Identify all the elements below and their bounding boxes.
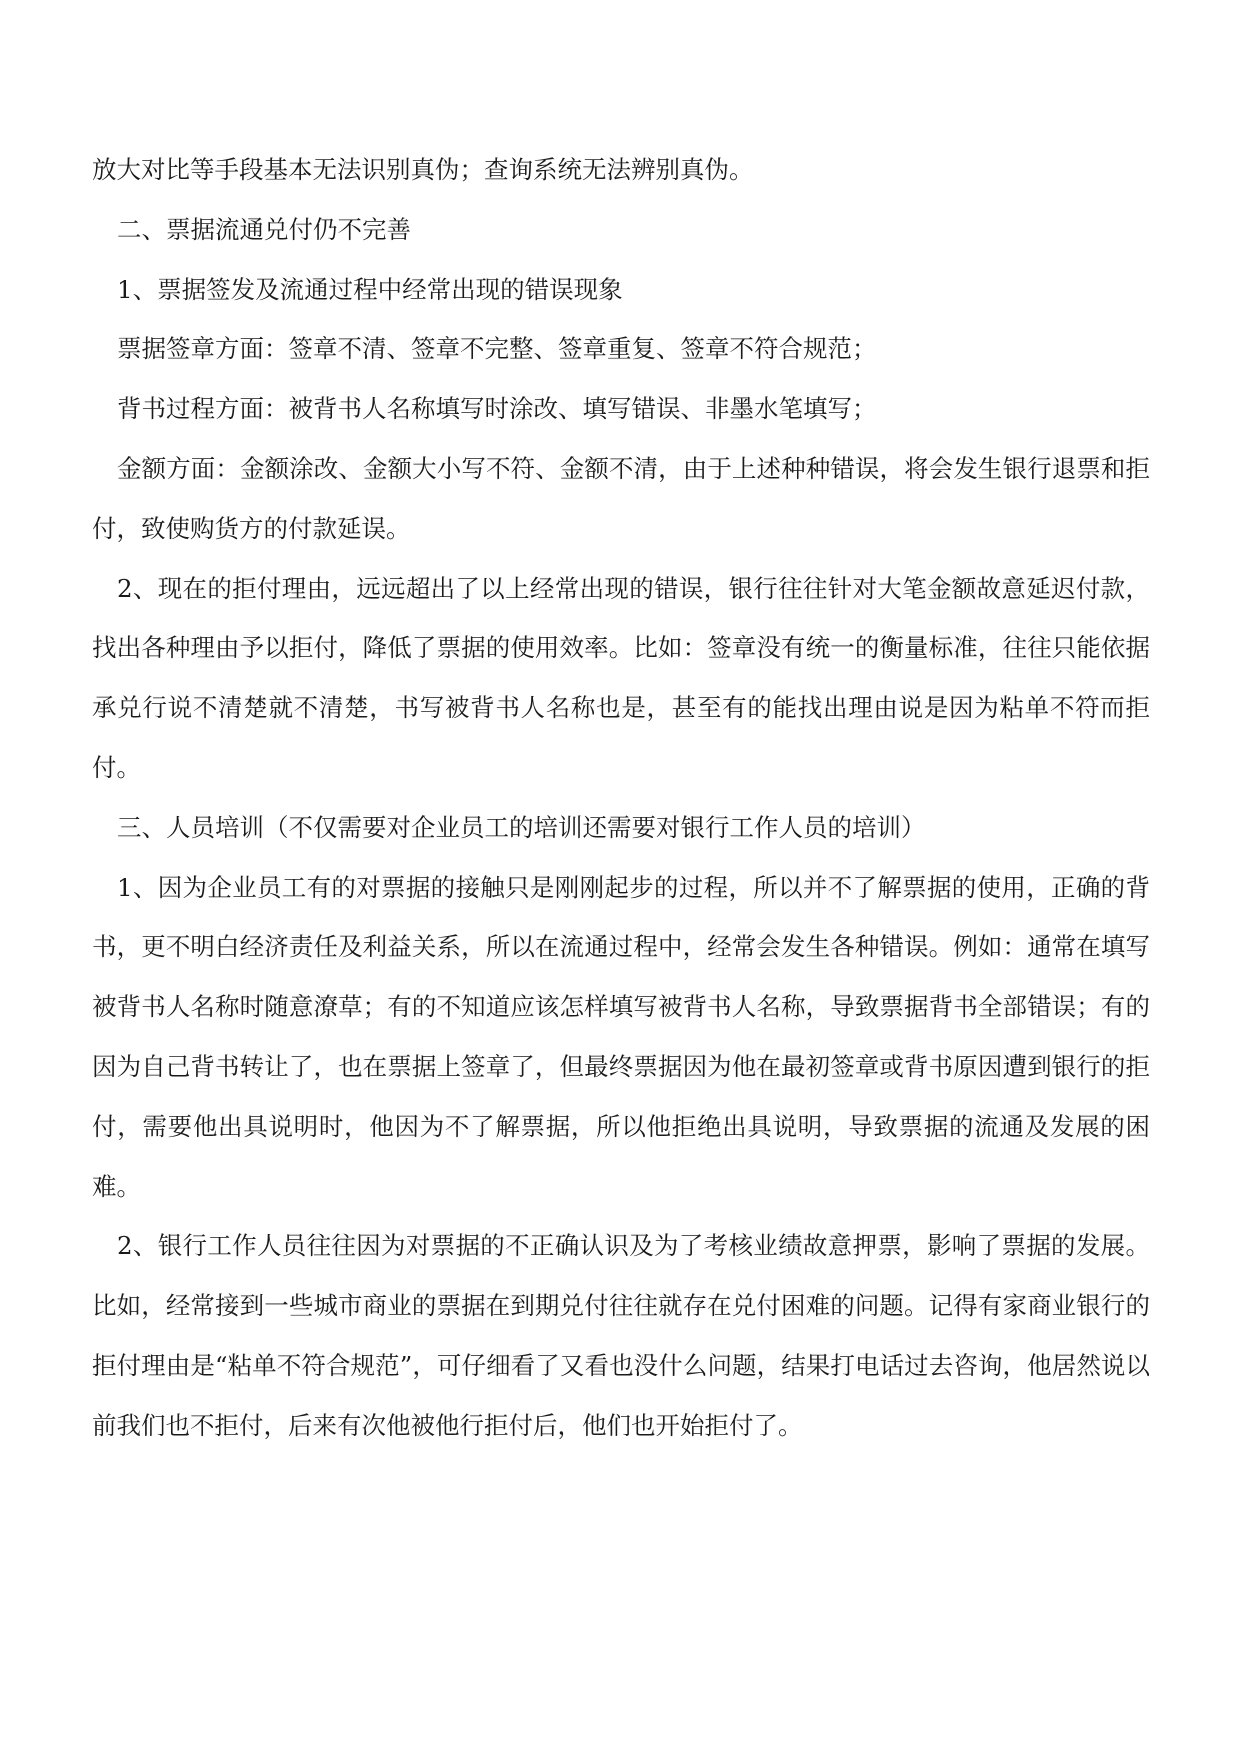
paragraph-endorsement-issues: 背书过程方面：被背书人名称填写时涂改、填写错误、非墨水笔填写；	[117, 394, 877, 424]
paragraph-refusal-reasons: 2、现在的拒付理由，远远超出了以上经常出现的错误，银行往往针对大笔金额故意延迟付款，找出各种理由予以拒付，降低了票据的使用效率。比如：签章没有统一的衡量标准，往往只能依据承兑行说不清楚就不清楚，书写被背书人名称也是，甚至有的能找出理由说是因为粘单不符而拒付。	[92, 573, 1150, 782]
paragraph-signature-issues: 票据签章方面：签章不清、签章不完整、签章重复、签章不符合规范；	[117, 334, 877, 364]
paragraph-employee-training: 1、因为企业员工有的对票据的接触只是刚刚起步的过程，所以并不了解票据的使用，正确的背书，更不明白经济责任及利益关系，所以在流通过程中，经常会发生各种错误。例如：通常在填写被背书人名称时随意潦草；有的不知道应该怎样填写被背书人名称，导致票据背书全部错误；有的因为自己背书转让了，也在票据上签章了，但最终票据因为他在最初签章或背书原因遭到银行的拒付，需要他出具说明时，他因为不了解票据，所以他拒绝出具说明，导致票据的流通及发展的困难。	[92, 872, 1150, 1201]
section-heading-3: 三、人员培训（不仅需要对企业员工的培训还需要对银行工作人员的培训）	[117, 812, 926, 842]
section-heading-2: 二、票据流通兑付仍不完善	[117, 214, 411, 244]
paragraph-1: 放大对比等手段基本无法识别真伪；查询系统无法辨别真伪。	[92, 155, 754, 184]
paragraph-bank-staff: 2、银行工作人员往往因为对票据的不正确认识及为了考核业绩故意押票，影响了票据的发展。比如，经常接到一些城市商业的票据在到期兑付往往就存在兑付困难的问题。记得有家商业银行的拒付理由是“粘单不符合规范”，可仔细看了又看也没什么问题，结果打电话过去咨询，他居然说以前我们也不拒付，后来有次他被他行拒付后，他们也开始拒付了。	[92, 1231, 1150, 1440]
subheading-2-1: 1、票据签发及流通过程中经常出现的错误现象	[117, 274, 623, 304]
paragraph-amount-issues: 金额方面：金额涂改、金额大小写不符、金额不清，由于上述种种错误，将会发生银行退票和拒付，致使购货方的付款延误。	[92, 453, 1150, 543]
document-page	[92, 140, 1150, 1456]
